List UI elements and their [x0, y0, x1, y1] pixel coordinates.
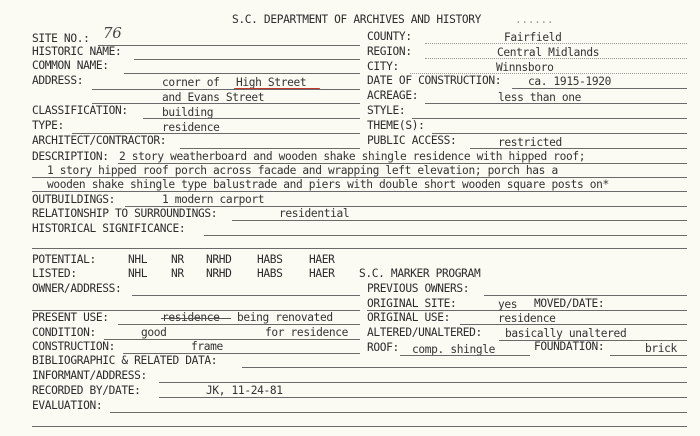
original-site-value: yes [498, 298, 518, 311]
historic-name-line [134, 59, 360, 60]
listed-habs: HABS [257, 267, 283, 280]
original-site-label: ORIGINAL SITE: [367, 297, 457, 310]
date-construction-label: DATE OF CONSTRUCTION: [367, 74, 502, 87]
recorded-label: RECORDED BY/DATE: [32, 384, 141, 397]
listed-nhl: NHL [128, 267, 148, 280]
roof-line [400, 355, 530, 356]
present-use-line [118, 324, 360, 325]
address-line1-street: High Street [236, 76, 307, 89]
type-label: TYPE: [32, 119, 64, 132]
date-construction-line [512, 88, 687, 89]
region-value: Central Midlands [497, 46, 600, 59]
historic-name-label: HISTORIC NAME: [32, 45, 122, 58]
present-use-strikeout [161, 318, 231, 319]
address-label: ADDRESS: [32, 74, 84, 87]
present-use-label: PRESENT USE: [32, 311, 109, 324]
construction-value: frame [191, 340, 223, 353]
original-use-label: ORIGINAL USE: [367, 311, 451, 324]
style-line [412, 118, 687, 119]
address-line1 [92, 89, 360, 90]
classification-label: CLASSIFICATION: [32, 104, 128, 117]
site-no-label: SITE NO.: [32, 32, 90, 45]
acreage-line [425, 103, 687, 104]
header-dots: ...... [515, 13, 554, 26]
altered-value: basically unaltered [505, 327, 627, 340]
region-line [425, 58, 687, 59]
foundation-line [610, 355, 687, 356]
significance-extra-line [32, 248, 687, 249]
county-line [425, 43, 687, 44]
address-line2-rule [92, 103, 360, 104]
description-line1: 2 story weatherboard and wooden shake shingle residence with hipped roof; [119, 150, 586, 163]
listed-nrhd: NRHD [206, 267, 232, 280]
roof-value: comp. shingle [412, 343, 496, 356]
condition-line [104, 339, 360, 340]
listed-nr: NR [171, 267, 184, 280]
potential-habs: HABS [257, 253, 283, 266]
condition-value-2: for residence [265, 326, 349, 339]
evaluation-line [110, 412, 687, 413]
address-line2: and Evans Street [162, 91, 265, 104]
classification-value: building [162, 106, 214, 119]
condition-value: good [141, 326, 167, 339]
moved-date-label: MOVED/DATE: [534, 297, 605, 310]
owner-address-line [132, 295, 360, 296]
theme-line [432, 133, 687, 134]
foundation-value: brick [645, 342, 677, 355]
original-use-value: residence [498, 312, 556, 325]
potential-nr: NR [171, 253, 184, 266]
county-value: Fairfield [504, 31, 562, 44]
county-label: COUNTY: [367, 30, 412, 43]
description-line2: 1 story hipped roof porch across facade and wrapping left elevation; porch has a [47, 164, 558, 177]
city-label: CITY: [367, 60, 399, 73]
acreage-value: less than one [498, 91, 582, 104]
architect-line [180, 148, 360, 149]
roof-label: ROOF: [367, 341, 399, 354]
recorded-value: JK, 11-24-81 [206, 384, 283, 397]
site-no-value: 76 [103, 24, 122, 42]
potential-nhl: NHL [128, 253, 148, 266]
potential-label: POTENTIAL: [32, 253, 96, 266]
informant-line [159, 382, 687, 383]
site-no-line [98, 45, 360, 46]
public-access-value: restricted [498, 136, 562, 149]
marker-program-label: S.C. MARKER PROGRAM [359, 267, 481, 280]
original-use-line [460, 324, 687, 325]
informant-label: INFORMANT/ADDRESS: [32, 369, 147, 382]
style-label: STYLE: [367, 104, 406, 117]
historical-significance-line [204, 235, 687, 236]
classification-line [143, 118, 360, 119]
original-site-line [468, 310, 528, 311]
previous-owners-label: PREVIOUS OWNERS: [367, 282, 470, 295]
condition-label: CONDITION: [32, 326, 96, 339]
region-label: REGION: [367, 45, 412, 58]
form-title: S.C. DEPARTMENT OF ARCHIVES AND HISTORY [232, 13, 482, 26]
description-line3: wooden shake shingle type balustrade and piers with double short wooden square posts on* [47, 178, 609, 191]
potential-haer: HAER [309, 253, 335, 266]
construction-label: CONSTRUCTION: [32, 340, 116, 353]
relationship-label: RELATIONSHIP TO SURROUNDINGS: [32, 207, 218, 220]
description-rule3 [32, 191, 687, 192]
date-construction-value: ca. 1915-1920 [528, 75, 612, 88]
bibliographic-label: BIBLIOGRAPHIC & RELATED DATA: [32, 354, 218, 367]
public-access-label: PUBLIC ACCESS: [367, 134, 457, 147]
theme-label: THEME(S): [367, 119, 425, 132]
city-value: Winnsboro [496, 61, 554, 74]
recorded-line [159, 397, 687, 398]
evaluation-extra-line [32, 426, 687, 427]
outbuildings-value: 1 modern carport [162, 193, 265, 206]
altered-label: ALTERED/UNALTERED: [367, 326, 482, 339]
present-use-struck: residence [162, 311, 220, 324]
architect-label: ARCHITECT/CONTRACTOR: [32, 134, 167, 147]
public-access-line [470, 148, 687, 149]
address-line1-prefix: corner of [162, 76, 220, 89]
evaluation-label: EVALUATION: [32, 399, 103, 412]
acreage-label: ACREAGE: [367, 89, 419, 102]
description-label: DESCRIPTION: [32, 150, 109, 163]
common-name-label: COMMON NAME: [32, 59, 109, 72]
historical-significance-label: HISTORICAL SIGNIFICANCE: [32, 222, 186, 235]
common-name-line [124, 73, 360, 74]
outbuildings-label: OUTBUILDINGS: [32, 193, 116, 206]
relationship-line [232, 220, 687, 221]
listed-label: LISTED: [32, 267, 77, 280]
relationship-value: residential [279, 207, 350, 220]
type-value: residence [162, 121, 220, 134]
potential-nrhd: NRHD [206, 253, 232, 266]
present-use-value: being renovated [237, 311, 333, 324]
bibliographic-line [242, 367, 687, 368]
previous-owners-line [484, 295, 687, 296]
owner-address-label: OWNER/ADDRESS: [32, 282, 122, 295]
listed-haer: HAER [309, 267, 335, 280]
foundation-label: FOUNDATION: [534, 340, 605, 353]
